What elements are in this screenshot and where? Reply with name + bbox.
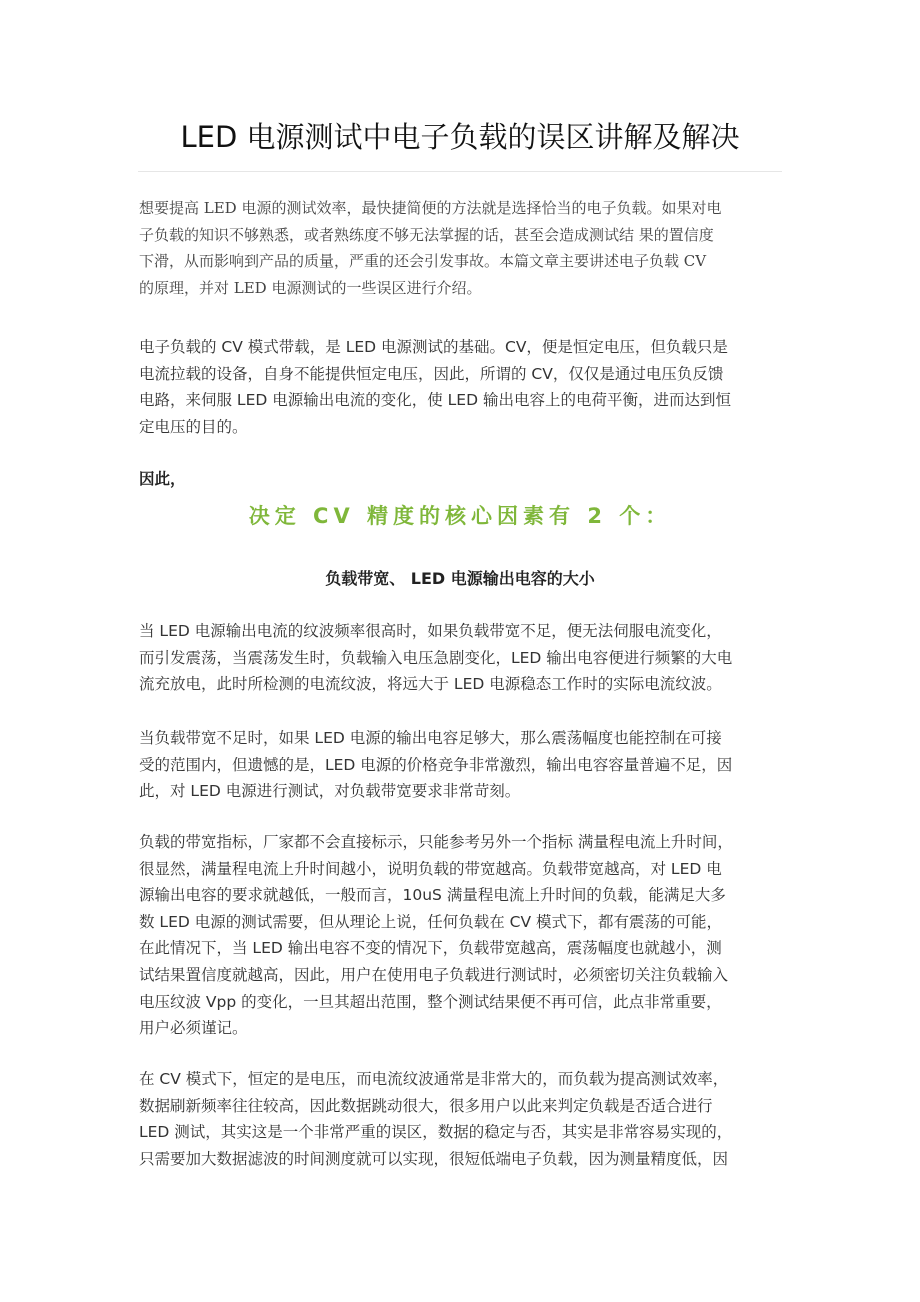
factors-subheading: 负载带宽、 LED 电源输出电容的大小 xyxy=(325,569,595,588)
ripple-paragraph: 当 LED 电源输出电流的纹波频率很高时，如果负载带宽不足，便无法伺服电流变化， 而引发震荡，当震荡发生时，负载输入电压急剧变化，LED 输出电容便进行频繁的大电 流充放电，此时所检测的电流纹波，将远大于 LED 电源稳态工作时的实际电流纹波。 xyxy=(139,622,733,694)
refresh-paragraph: 在 CV 模式下，恒定的是电压，而电流纹波通常是非常大的，而负载为提高测试效率， 数据刷新频率往往较高，因此数据跳动很大，很多用户以此来判定负载是否适合进行 LED 测试，其实这是一个非常严重的误区，数据的稳定与否，其实是非常容易实现的， 只需要加大数据滤波的时间测度就可以实现，很短低端电子负载，因为测量精度低，因 xyxy=(139,1070,733,1168)
core-factors-highlight: 决定 CV 精度的核心因素有 2 个： xyxy=(248,504,672,528)
title-divider xyxy=(138,171,782,172)
article-title: LED 电源测试中电子负载的误区讲解及解决 xyxy=(180,120,740,154)
capacitance-paragraph: 当负载带宽不足时，如果 LED 电源的输出电容足够大，那么震荡幅度也能控制在可接 受的范围内，但遗憾的是，LED 电源的价格竞争非常激烈，输出电容容量普遍不足，因 此，对 LED 电源进行测试，对负载带宽要求非常苛刻。 xyxy=(139,729,733,801)
intro-paragraph: 想要提高 LED 电源的测试效率，最快捷简便的方法就是选择恰当的电子负载。如果对电 子负载的知识不够熟悉，或者熟练度不够无法掌握的话，甚至会造成测试结 果的置信度 下滑，从而影响到产品的质量，严重的还会引发事故。本篇文章主要讲述电子负载 CV 的原理，并对 LED 电源测试的一些误区进行介绍。 xyxy=(139,199,722,297)
lead-in-text: 因此， xyxy=(139,470,186,488)
cv-basics-paragraph: 电子负载的 CV 模式带载，是 LED 电源测试的基础。CV，便是恒定电压，但负载只是 电流拉载的设备，自身不能提供恒定电压，因此，所谓的 CV，仅仅是通过电压负反馈 电路，来伺服 LED 电源输出电流的变化，使 LED 输出电容上的电荷平衡，进而达到恒 定电压的目的。 xyxy=(139,338,731,436)
bandwidth-paragraph: 负载的带宽指标，厂家都不会直接标示，只能参考另外一个指标 满量程电流上升时间， 很显然，满量程电流上升时间越小，说明负载的带宽越高。负载带宽越高，对 LED 电 源输出电容的要求就越低，一般而言，10uS 满量程电流上升时间的负载，能满足大多 数 LED 电源的测试需要，但从理论上说，任何负载在 CV 模式下，都有震荡的可能， 在此情况下，当 LED 输出电容不变的情况下，负载带宽越高，震荡幅度也就越小，测 试结果置信度就越高，因此，用户在使用电子负载进行测试时，必须密切关注负载输入 电压纹波 Vpp 的变化，一旦其超出范围，整个测试结果便不再可信，此点非常重要， 用户必须谨记。 xyxy=(139,833,733,1038)
